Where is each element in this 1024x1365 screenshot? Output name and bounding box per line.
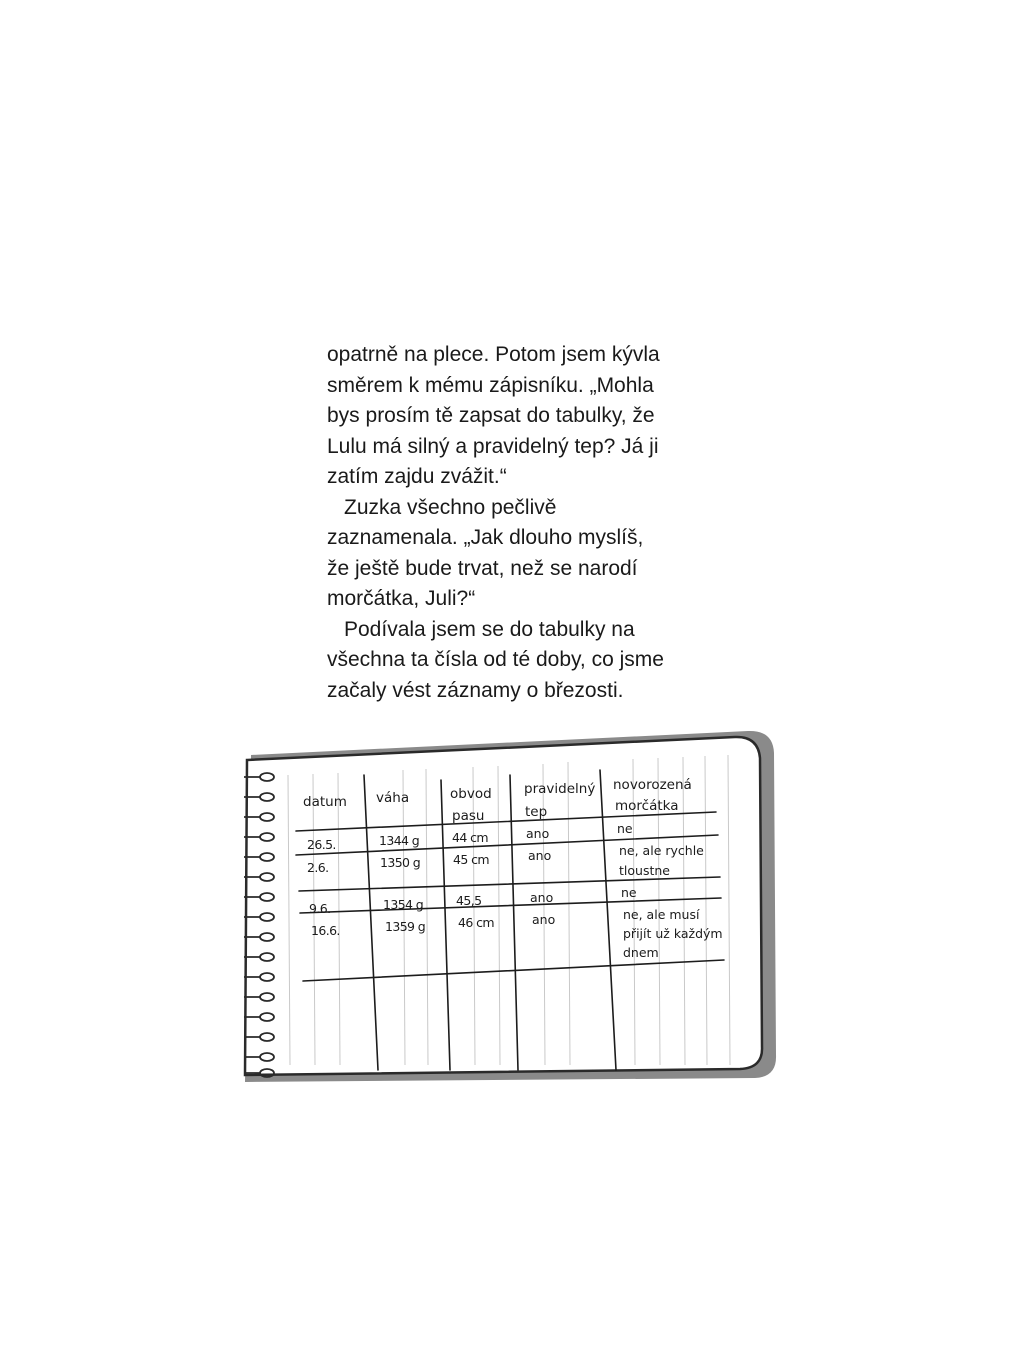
cell-obvod: 44 cm — [452, 830, 488, 845]
cell-vaha: 1344 g — [379, 833, 420, 848]
cell-novorozena-cont: tloustne — [619, 863, 670, 878]
notebook-drawing — [243, 725, 783, 1095]
cell-datum: 9.6. — [309, 901, 331, 916]
cell-tep: ano — [532, 912, 556, 927]
text-line: opatrně na plece. Potom jsem kývla — [327, 343, 660, 366]
text-line: zaznamenala. „Jak dlouho myslíš, — [327, 526, 644, 549]
cell-novorozena: ne, ale rychle — [619, 843, 704, 858]
header-tep-1: pravidelný — [524, 781, 596, 797]
text-line: Lulu má silný a pravidelný tep? Já ji — [327, 434, 659, 458]
header-obvod-1: obvod — [450, 786, 492, 802]
cell-vaha: 1350 g — [380, 855, 421, 870]
cell-obvod: 45 cm — [453, 852, 489, 867]
header-novorozena-2: morčátka — [615, 798, 679, 814]
text-line: Zuzka všechno pečlivě — [344, 495, 557, 519]
cell-vaha: 1359 g — [385, 919, 426, 934]
text-line: začaly vést záznamy o březosti. — [327, 678, 624, 702]
cell-novorozena: ne, ale musí — [623, 907, 700, 922]
cell-datum: 26.5. — [307, 837, 336, 852]
text-line: Podívala jsem se do tabulky na — [344, 617, 635, 641]
body-text — [327, 340, 707, 706]
header-obvod-2: pasu — [452, 808, 485, 824]
cell-obvod: 45,5 — [456, 893, 482, 908]
header-vaha: váha — [376, 790, 410, 806]
cell-obvod: 46 cm — [458, 915, 494, 930]
text-line: zatím zajdu zvážit.“ — [327, 465, 507, 488]
cell-novorozena: ne — [617, 821, 633, 836]
header-tep-2: tep — [525, 804, 548, 820]
text-line: směrem k mému zápisníku. „Mohla — [327, 373, 654, 397]
header-datum: datum — [303, 794, 347, 810]
cell-tep: ano — [526, 826, 550, 841]
cell-novorozena-cont: dnem — [623, 945, 659, 960]
header-novorozena-1: novorozená — [613, 777, 692, 793]
text-line: bys prosím tě zapsat do tabulky, že — [327, 404, 655, 427]
cell-novorozena: ne — [621, 885, 637, 900]
text-line: morčátka, Juli?“ — [327, 587, 476, 610]
cell-datum: 2.6. — [307, 860, 329, 875]
notebook-illustration — [243, 725, 783, 1095]
text-line: že ještě bude trvat, než se narodí — [327, 556, 638, 580]
cell-tep: ano — [528, 848, 552, 863]
cell-vaha: 1354 g — [383, 897, 424, 912]
cell-tep: ano — [530, 890, 554, 905]
cell-datum: 16.6. — [311, 923, 340, 938]
text-line: všechna ta čísla od té doby, co jsme — [327, 648, 664, 671]
cell-novorozena-cont: přijít už každým — [623, 926, 723, 941]
